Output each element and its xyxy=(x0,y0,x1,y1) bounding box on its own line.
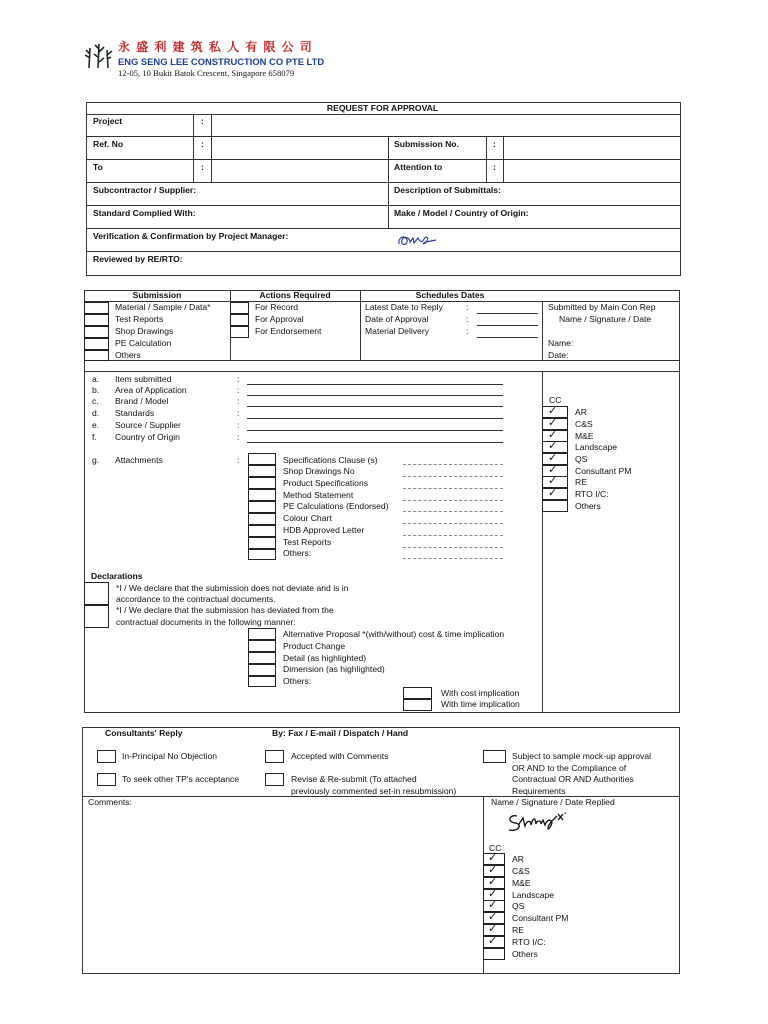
attachment-field[interactable] xyxy=(403,558,503,559)
attachment-label: Shop Drawings No xyxy=(283,466,355,476)
reply-by-label: By: Fax / E-mail / Dispatch / Hand xyxy=(272,728,409,738)
item-letter: b. xyxy=(92,385,100,395)
reply-cc-item-label: Others xyxy=(512,949,538,959)
signature-icon xyxy=(505,810,567,836)
attachment-label: Colour Chart xyxy=(283,513,332,523)
attachment-checkbox[interactable] xyxy=(248,501,276,513)
attachment-checkbox[interactable] xyxy=(248,477,276,489)
attachment-checkbox[interactable] xyxy=(248,465,276,477)
time-implication-checkbox[interactable] xyxy=(403,699,432,711)
no-objection-label: In-Principal No Objection xyxy=(122,751,218,761)
item-colon: : xyxy=(237,385,240,395)
form-title: REQUEST FOR APPROVAL xyxy=(326,103,439,113)
schedules-header: Schedules Dates xyxy=(415,290,485,300)
accepted-comments-label: Accepted with Comments xyxy=(291,751,389,761)
subject-to-approval-checkbox[interactable] xyxy=(483,750,506,763)
time-implication-label: With time implication xyxy=(441,699,520,709)
check-icon: ✓ xyxy=(548,428,558,441)
submission-no-field[interactable] xyxy=(504,137,678,158)
name-label: Name: xyxy=(548,338,574,348)
attachments-colon: : xyxy=(237,455,240,465)
attachment-checkbox[interactable] xyxy=(248,489,276,501)
item-letter: e. xyxy=(92,420,100,430)
action-checkbox-for-record[interactable] xyxy=(230,302,249,314)
description-label: Description of Submittals: xyxy=(394,185,501,195)
latest-date-field[interactable] xyxy=(477,313,538,314)
reply-cc-label: CC xyxy=(489,843,502,853)
item-letter: a. xyxy=(92,374,100,384)
reply-cc-item-label: AR xyxy=(512,854,524,864)
reply-cc-item-label: QS xyxy=(512,901,525,911)
country-of-origin-field[interactable] xyxy=(247,442,503,443)
reply-cc-checkbox-others[interactable] xyxy=(483,948,505,960)
cost-implication-checkbox[interactable] xyxy=(403,687,432,699)
company-header xyxy=(84,38,344,82)
schedule-colon: : xyxy=(466,326,469,336)
attachment-field[interactable] xyxy=(403,500,503,501)
name-sig-date-replied-label: Name / Signature / Date Replied xyxy=(491,797,615,807)
area-of-application-field[interactable] xyxy=(247,395,503,396)
item-label: Source / Supplier xyxy=(115,420,181,430)
attachment-checkbox[interactable] xyxy=(248,549,276,560)
attention-colon: : xyxy=(493,162,496,172)
item-submitted-field[interactable] xyxy=(247,384,503,385)
schedule-item: Latest Date to Reply xyxy=(365,302,443,312)
check-icon: ✓ xyxy=(488,863,498,876)
check-icon: ✓ xyxy=(488,910,498,923)
check-icon: ✓ xyxy=(488,898,498,911)
deviation-label: Others: xyxy=(283,676,312,686)
action-checkbox-for-endorsement[interactable] xyxy=(230,326,249,338)
schedule-item: Material Delivery xyxy=(365,326,429,336)
delivery-date-field[interactable] xyxy=(477,337,538,338)
cc-item-label: C&S xyxy=(575,419,593,429)
comments-label: Comments: xyxy=(88,797,132,807)
seek-tp-checkbox[interactable] xyxy=(97,773,116,786)
declarations-title: Declarations xyxy=(91,571,143,581)
attachment-field[interactable] xyxy=(403,523,503,524)
check-icon: ✓ xyxy=(548,439,558,452)
item-label: Brand / Model xyxy=(115,396,169,406)
declaration-checkbox-no-deviation[interactable] xyxy=(84,582,109,605)
to-label: To xyxy=(93,162,103,172)
attachment-field[interactable] xyxy=(403,464,503,465)
company-address: 12-05, 10 Bukit Batok Crescent, Singapore 658079 xyxy=(118,68,295,78)
submission-item: PE Calculation xyxy=(115,338,172,348)
submission-no-colon: : xyxy=(493,139,496,149)
revise-resubmit-label: previously commented set-in resubmission) xyxy=(291,786,457,796)
check-icon: ✓ xyxy=(488,934,498,947)
comments-field[interactable] xyxy=(84,810,481,970)
cc-item-label: QS xyxy=(575,454,588,464)
check-icon: ✓ xyxy=(548,404,558,417)
name-sig-date-label: Name / Signature / Date xyxy=(559,314,652,324)
cc-item-label: RTO I/C: xyxy=(575,489,609,499)
item-letter: f. xyxy=(92,432,97,442)
cc-item-label: RE xyxy=(575,477,587,487)
attention-field[interactable] xyxy=(504,160,678,181)
reply-cc-item-label: Landscape xyxy=(512,890,555,900)
date-label: Date: xyxy=(548,350,569,360)
declaration-checkbox-deviation[interactable] xyxy=(84,605,109,628)
check-icon: ✓ xyxy=(488,875,498,888)
project-colon: : xyxy=(201,116,204,126)
bamboo-logo-icon xyxy=(84,40,114,70)
attachment-label: Test Reports xyxy=(283,537,332,547)
verification-label: Verification & Confirmation by Project Manager: xyxy=(93,231,289,241)
no-objection-checkbox[interactable] xyxy=(97,750,116,763)
ref-no-colon: : xyxy=(201,139,204,149)
submission-no-label: Submission No. xyxy=(394,139,459,149)
attachment-field[interactable] xyxy=(403,511,503,512)
item-label: Area of Application xyxy=(115,385,187,395)
check-icon: ✓ xyxy=(548,474,558,487)
submission-item: Test Reports xyxy=(115,314,164,324)
subcontractor-label: Subcontractor / Supplier: xyxy=(93,185,197,195)
item-colon: : xyxy=(237,420,240,430)
attachments-letter: g. xyxy=(92,455,100,465)
submission-checkbox-material[interactable] xyxy=(84,302,109,314)
source-supplier-field[interactable] xyxy=(247,430,503,431)
attachment-label: Specifications Clause (s) xyxy=(283,455,378,465)
cc-item-label: Others xyxy=(575,501,601,511)
subject-to-approval-label: OR AND to the Compliance of xyxy=(512,763,627,773)
standard-label: Standard Complied With: xyxy=(93,208,196,218)
deviation-checkbox[interactable] xyxy=(248,640,276,652)
deviation-checkbox[interactable] xyxy=(248,652,276,664)
deviation-label: Product Change xyxy=(283,641,346,651)
submission-checkbox-test-reports[interactable] xyxy=(84,314,109,326)
item-letter: d. xyxy=(92,408,100,418)
cc-item-label: Consultant PM xyxy=(575,466,632,476)
ref-no-field[interactable] xyxy=(212,137,387,158)
item-colon: : xyxy=(237,374,240,384)
subject-to-approval-label: Contractual OR AND Authorities xyxy=(512,774,634,784)
attachment-label: HDB Approved Letter xyxy=(283,525,365,535)
check-icon: ✓ xyxy=(488,887,498,900)
action-item: For Record xyxy=(255,302,298,312)
standards-field[interactable] xyxy=(247,418,503,419)
attention-label: Attention to xyxy=(394,162,443,172)
submission-checkbox-others[interactable] xyxy=(84,350,109,361)
check-icon: ✓ xyxy=(488,922,498,935)
make-model-label: Make / Model / Country of Origin: xyxy=(394,208,529,218)
item-label: Item submitted xyxy=(115,374,172,384)
to-colon: : xyxy=(201,162,204,172)
actions-header: Actions Required xyxy=(259,290,331,300)
attachment-field[interactable] xyxy=(403,547,503,548)
submission-checkbox-shop-drawings[interactable] xyxy=(84,326,109,338)
declaration-text: *I / We declare that the submission has deviated from the xyxy=(116,605,334,615)
submission-header: Submission xyxy=(132,290,182,300)
brand-model-field[interactable] xyxy=(247,406,503,407)
cc-label: CC xyxy=(549,395,562,405)
ref-no-label: Ref. No xyxy=(93,139,124,149)
declaration-text: accordance to the contractual documents. xyxy=(116,594,276,604)
declaration-text: contractual documents in the following manner: xyxy=(116,617,296,627)
deviation-label: Dimension (as highlighted) xyxy=(283,664,385,674)
reply-cc-item-label: RE xyxy=(512,925,524,935)
attachment-label: Method Statement xyxy=(283,490,354,500)
submission-item: Shop Drawings xyxy=(115,326,174,336)
project-field[interactable] xyxy=(212,115,678,135)
deviation-checkbox[interactable] xyxy=(248,676,276,687)
check-icon: ✓ xyxy=(488,851,498,864)
to-field[interactable] xyxy=(212,160,387,181)
submission-checkbox-pe-calculation[interactable] xyxy=(84,338,109,350)
attachment-checkbox[interactable] xyxy=(248,525,276,537)
seek-tp-label: To seek other TP's acceptance xyxy=(122,774,240,784)
deviation-checkbox[interactable] xyxy=(248,628,276,640)
project-label: Project xyxy=(93,116,123,126)
attachment-field[interactable] xyxy=(403,476,503,477)
check-icon: ✓ xyxy=(548,463,558,476)
check-icon: ✓ xyxy=(548,451,558,464)
revise-resubmit-checkbox[interactable] xyxy=(265,773,284,786)
item-letter: c. xyxy=(92,396,99,406)
check-icon: ✓ xyxy=(548,486,558,499)
reviewed-label: Reviewed by RE/RTO: xyxy=(93,254,183,264)
schedule-colon: : xyxy=(466,314,469,324)
action-checkbox-for-approval[interactable] xyxy=(230,314,249,326)
company-english-name: ENG SENG LEE CONSTRUCTION CO PTE LTD xyxy=(118,56,325,67)
cc-item-label: AR xyxy=(575,407,587,417)
reply-cc-item-label: Consultant PM xyxy=(512,913,569,923)
schedule-item: Date of Approval xyxy=(365,314,429,324)
attachment-checkbox[interactable] xyxy=(248,453,276,465)
item-label: Country of Origin xyxy=(115,432,180,442)
item-label: Standards xyxy=(115,408,155,418)
reply-cc-item-label: C&S xyxy=(512,866,530,876)
cost-implication-label: With cost implication xyxy=(441,688,520,698)
item-colon: : xyxy=(237,408,240,418)
subject-to-approval-label: Subject to sample mock-up approval xyxy=(512,751,652,761)
item-colon: : xyxy=(237,432,240,442)
company-chinese-name: 永 盛 利 建 筑 私 人 有 限 公 司 xyxy=(118,40,313,54)
revise-resubmit-label: Revise & Re-submit (To attached xyxy=(291,774,417,784)
cc-item-label: Landscape xyxy=(575,442,618,452)
attachment-checkbox[interactable] xyxy=(248,513,276,525)
attachment-field[interactable] xyxy=(403,488,503,489)
reply-cc-item-label: RTO I/C: xyxy=(512,937,546,947)
declaration-text: *I / We declare that the submission does not deviate and is in xyxy=(116,583,349,593)
signature-icon xyxy=(396,232,438,250)
consultants-reply-title: Consultants' Reply xyxy=(105,728,183,738)
item-colon: : xyxy=(237,396,240,406)
attachment-checkbox[interactable] xyxy=(248,537,276,549)
attachment-label: PE Calculations (Endorsed) xyxy=(283,501,389,511)
deviation-label: Detail (as highlighted) xyxy=(283,653,367,663)
submitted-by-label: Submitted by Main Con Rep xyxy=(548,302,656,312)
submission-item: Others xyxy=(115,350,141,360)
schedule-colon: : xyxy=(466,302,469,312)
attachments-label: Attachments xyxy=(115,455,163,465)
attachment-label: Product Specifications xyxy=(283,478,369,488)
accepted-comments-checkbox[interactable] xyxy=(265,750,284,763)
cc-checkbox-others[interactable] xyxy=(542,500,568,512)
attachment-field[interactable] xyxy=(403,535,503,536)
deviation-checkbox[interactable] xyxy=(248,664,276,676)
action-item: For Endorsement xyxy=(255,326,322,336)
action-item: For Approval xyxy=(255,314,304,324)
reply-cc-item-label: M&E xyxy=(512,878,531,888)
deviation-label: Alternative Proposal *(with/without) cost & time implication xyxy=(283,629,505,639)
cc-item-label: M&E xyxy=(575,431,594,441)
submission-item: Material / Sample / Data* xyxy=(115,302,211,312)
check-icon: ✓ xyxy=(548,416,558,429)
approval-date-field[interactable] xyxy=(477,325,538,326)
attachment-label: Others: xyxy=(283,548,312,558)
subject-to-approval-label: Requirements xyxy=(512,786,566,796)
